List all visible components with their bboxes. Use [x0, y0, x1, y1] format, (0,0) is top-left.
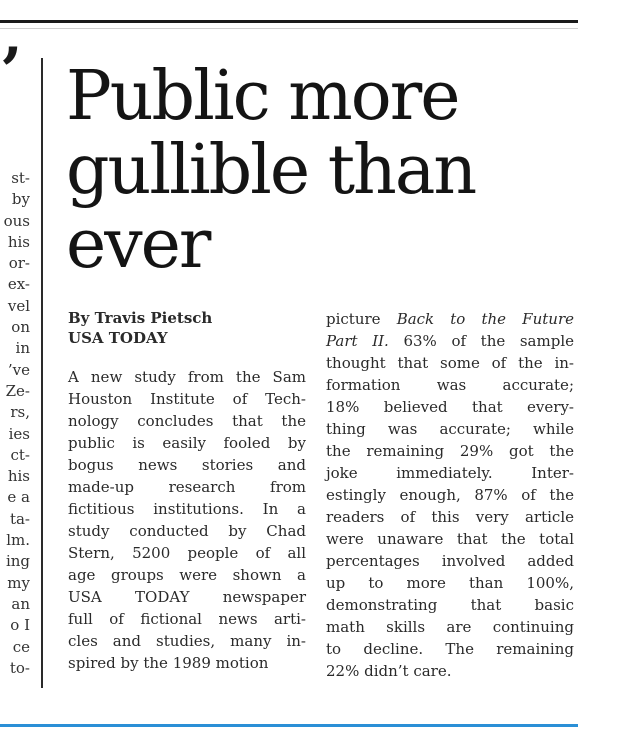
body-line: up to more than 100%, — [326, 574, 574, 592]
body-line: Houston Institute of Tech- — [68, 390, 306, 408]
body-line: cles and studies, many in- — [68, 632, 306, 650]
previous-article-column — [0, 168, 30, 679]
previous-article-fragment: o I — [10, 616, 30, 635]
byline-organization: USA TODAY — [68, 329, 168, 347]
previous-article-fragment: his — [7, 467, 30, 486]
byline-author: By Travis Pietsch — [68, 309, 213, 327]
headline-line: ever — [66, 205, 210, 284]
body-line: thought that some of the in- — [326, 354, 574, 372]
previous-article-fragment: vel — [7, 296, 30, 315]
bottom-rule — [0, 724, 578, 727]
byline — [68, 308, 306, 348]
body-line: thing was accurate; while — [326, 420, 574, 438]
previous-article-fragment: an — [11, 594, 30, 613]
body-line: public is easily fooled by — [68, 434, 306, 452]
body-line: 22% didn’t care. — [326, 662, 452, 680]
body-line: to decline. The remaining — [326, 640, 574, 658]
previous-article-fragment: by — [11, 190, 30, 209]
body-line: readers of this very article — [326, 508, 574, 526]
article-left-column — [68, 308, 306, 674]
film-title-part1: Back to the Future — [396, 310, 574, 328]
body-line: demonstrating that basic — [326, 596, 574, 614]
body-line: 18% believed that every- — [326, 398, 574, 416]
previous-article-fragment: e a — [7, 488, 30, 507]
previous-article-fragment: ing — [5, 552, 30, 571]
body-line: the remaining 29% got the — [326, 442, 574, 460]
headline-line: Public more — [66, 57, 459, 136]
previous-article-fragment: ies — [8, 424, 30, 443]
previous-article-fragment: lm. — [6, 531, 30, 550]
previous-article-fragment: or- — [8, 254, 30, 273]
previous-article-fragment: his — [7, 232, 30, 251]
previous-article-fragment: ex- — [7, 275, 30, 294]
previous-article-fragment: my — [7, 573, 30, 592]
body-line: math skills are continuing — [326, 618, 574, 636]
previous-article-fragment: ce — [12, 637, 30, 656]
body-line: estingly enough, 87% of the — [326, 486, 574, 504]
body-line: fictitious institutions. In a — [68, 500, 306, 518]
previous-article-fragment: ta- — [9, 509, 30, 528]
previous-article-quote-mark: ’ — [0, 34, 23, 109]
body-line: joke immediately. Inter- — [326, 464, 574, 482]
body-line: spired by the 1989 motion — [68, 654, 269, 672]
column-divider — [41, 58, 43, 688]
top-rule — [0, 20, 578, 23]
previous-article-fragment: on — [11, 318, 30, 337]
previous-article-fragment: ’ve — [7, 360, 30, 379]
previous-article-fragment: ous — [3, 211, 30, 230]
previous-article-fragment: rs, — [10, 403, 30, 422]
body-line: Part II. 63% of the sample — [326, 332, 575, 350]
headline-line: gullible than — [66, 131, 476, 210]
film-title-part2: Part II. — [326, 332, 389, 350]
body-line: were unaware that the total — [326, 530, 574, 548]
top-rule-underline — [0, 28, 578, 29]
article-body-right — [326, 308, 574, 682]
body-line: picture Back to the Future — [326, 310, 574, 328]
body-line: formation was accurate; — [326, 376, 574, 394]
body-line: USA TODAY newspaper — [68, 588, 306, 606]
body-line: A new study from the Sam — [68, 368, 306, 386]
previous-article-fragment: to- — [9, 658, 30, 677]
previous-article-fragment: in — [15, 339, 30, 358]
article-right-column — [326, 308, 574, 682]
body-line: full of fictional news arti- — [68, 610, 306, 628]
body-line: bogus news stories and — [68, 456, 306, 474]
body-line: age groups were shown a — [68, 566, 306, 584]
article-body-left — [68, 366, 306, 674]
body-line: study conducted by Chad — [68, 522, 306, 540]
previous-article-fragment: st- — [11, 169, 30, 187]
body-line: made-up research from — [68, 478, 306, 496]
body-line: percentages involved added — [326, 552, 574, 570]
body-line: nology concludes that the — [68, 412, 306, 430]
article-headline — [66, 57, 586, 284]
previous-article-fragment: Ze- — [5, 381, 30, 400]
body-line: Stern, 5200 people of all — [68, 544, 306, 562]
previous-article-fragment: ct- — [10, 445, 30, 464]
